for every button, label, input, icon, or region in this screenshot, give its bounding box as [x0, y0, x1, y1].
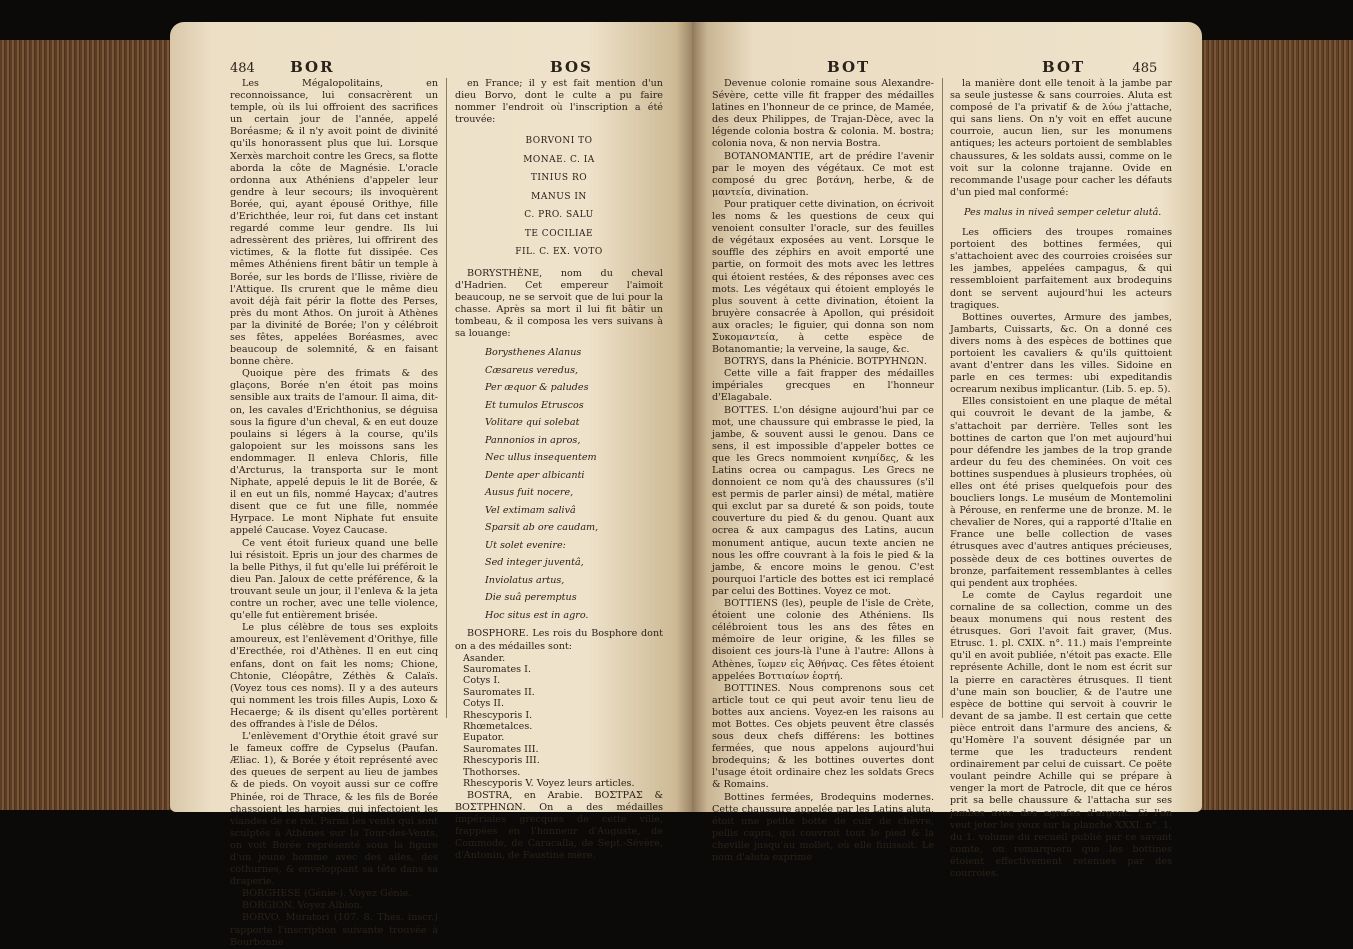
- list-item: Thothorses.: [463, 766, 521, 778]
- verse-line: Volitare qui solebat: [485, 417, 580, 429]
- page-number: 484: [230, 61, 255, 76]
- running-head: BOR: [290, 58, 335, 76]
- paragraph: Bottines ouvertes, Armure des jambes, Jambarts, Cuissarts, &c. On a donné ces divers noms à des espèces de bottines que portoient les cavaliers & qu'ils quittoient avant d'entrer dans les villes. Sidoine en parle en ces termes: ubi expeditandis ocrearum nexibus implicantur. (Lib. 5. ep. 5).: [950, 311, 1172, 396]
- page-number: 485: [1132, 61, 1158, 76]
- paragraph: Les Mégalopolitains, en reconnoissance, lui consacrèrent un temple, où ils lui offroient des sacrifices un certain jour de l'année, appelé Boréasme; & il n'y avoit point de divinité qu'ils honorassent plus que lui. Lorsque Xerxès marchoit contre les Grecs, sa flotte aborda la côte de Magnésie. L'oracle ordonna aux Athéniens d'appeler leur gendre à leur secours; ils invoquèrent Borée, qui, ayant épousé Orithye, fille d'Erichthée, leur roi, fut dans cet instant regardé comme leur gendre. Ils lui adressèrent des prières, lui offrirent des victimes, & la flotte fut dissipée. Ces mêmes Athéniens firent bâtir un temple à Borée, sur les bords de l'Ilisse, rivière de l'Attique. Ils crurent que le même dieu avoit déjà fait périr la flotte des Perses, près du mont Athos. On juroit à Athènes par la divinité de Borée; l'on y célébroit ses fêtes, appelées Boréasmes, avec beaucoup de solemnité, & en faisant bonne chère.: [230, 78, 438, 368]
- verse-line: Die suâ peremptus: [485, 592, 577, 604]
- paragraph: Quoique père des frimats & des glaçons, Borée n'en étoit pas moins sensible aux traits de l'amour. Il aima, dit-on, les cavales d'Erichthonius, se déguisa sous la figure d'un cheval, & en eut douze poulains si légers à la course, qu'ils galopoient sur les moissons sans les endommager. Il enleva Chloris, fille d'Arcturus, la transporta sur le mont Niphate, appelé depuis le lit de Borée, & il en eut un fils, nommé Haycax; d'autres disent que ce fut une fille, nommée Hyrpace. Le mont Niphate fut ensuite appelé Caucase. Voyez Caucase.: [230, 368, 438, 537]
- paragraph: Le plus célèbre de tous ses exploits amoureux, est l'enlèvement d'Orithye, fille d'Erecthée, roi d'Athènes. Il en eut cinq enfans, dont on fait les noms; Chione, Chtonie, Cléopâtre, Zéthès & Calaïs. (Voyez tous ces noms). Il y a des auteurs qui nomment les trois filles Aupis, Loxo & Hecaerge; & ils disent qu'elles portèrent des offrandes à l'isle de Délos.: [230, 622, 438, 730]
- verse-line: Pannonios in apros,: [485, 434, 581, 446]
- entry: BORGION. Voyez Albion.: [242, 900, 363, 912]
- paragraph: Elles consistoient en une plaque de métal qui couvroit le devant de la jambe, & s'attachoit par derrière. Telles sont les bottines de carton que l'on met aujourd'hui pour défendre les jambes de la trop grande ardeur du feu des cheminées. On voit ces bottines suspendues à plusieurs trophées, où elles ont été prises quelquefois pour des boucliers longs. Le muséum de Montemolini à Pérouse, en renferme une de bronze. M. le chevalier de Nores, qui a rapporté d'Italie en France une belle collection de vases étrusques avec d'autres antiques précieuses, possède deux de ces bottines ouvertes de bronze, parfaitement ressemblantes à celles qui pendent aux trophées.: [950, 396, 1172, 589]
- verse-line: Cæsareus veredus,: [485, 364, 579, 376]
- paragraph: L'enlèvement d'Orythie étoit gravé sur le fameux coffre de Cypselus (Paufan. Æliac. 1), & Borée y étoit représenté avec des queues de serpent au lieu de jambes & de pieds. On voyoit aussi sur ce coffre Phinée, roi de Thrace, & les fils de Borée chassoient les harpies, qui infectoient les viandes de ce roi. Parmi les vents qui sont sculptés à Athènes sur la Tour-des-Vents, on voit Borée représenté sous la figure d'un jeune homme avec des ailes, des cothurnes, & enveloppant sa tête dans sa draperie.: [230, 731, 438, 888]
- paragraph: BORYSTHÈNE, nom du cheval d'Hadrien. Cet empereur l'aimoit beaucoup, ne se servoit que de lui pour la chasse. Après sa mort il lui fit bâtir un tombeau, & il composa les vers suivans à sa louange:: [455, 267, 663, 340]
- list-item: Asander.: [463, 652, 506, 664]
- verse-block: [485, 344, 663, 624]
- inscription-line: MANUS IN: [531, 191, 587, 202]
- inscription: [455, 132, 663, 262]
- list-item: Cotys II.: [463, 698, 504, 710]
- paragraph: BOTANOMANTIE, art de prédire l'avenir par le moyen des végétaux. Ce mot est composé du grec βοτάνη, herbe, & de μαντεία, divination.: [712, 150, 934, 198]
- list-item: Sauromates I.: [463, 664, 531, 676]
- inscription-line: TINIUS RO: [530, 173, 588, 184]
- entry: BORGHESE (Génie-). Voyez Génie.: [242, 888, 412, 900]
- list-item: Eupator.: [463, 732, 505, 744]
- list-item: Sauromates III.: [463, 743, 539, 755]
- verse-line: Ut solet evenire:: [485, 539, 566, 551]
- paragraph: BOSPHORE. Les rois du Bosphore dont on a des médailles sont:: [455, 628, 663, 652]
- paragraph: BOTTES. L'on désigne aujourd'hui par ce mot, une chaussure qui embrasse le pied, la jambe, & souvent aussi le genou. Dans ce sens, il est impossible d'appeler bottes ce que les Grecs nommoient κνημίδες, & les Latins ocrea ou campagus. Les Grecs ne donnoient ce nom qu'à des chaussures (s'il est permis de parler ainsi) de métal, matière qui exclut par sa dureté & son poids, toute couverture du pied & du genou. Quant aux ocrea & aux campagus des Latins, aucun monument antique, aucun texte ancien ne nous les offre couvrant à la fois le pied & la jambe, & encore moins le genou. C'est pourquoi l'article des bottes est ici remplacé par celui des Bottines. Voyez ce mot.: [712, 404, 934, 597]
- verse-line: Per æquor & paludes: [485, 382, 589, 394]
- paragraph: Les officiers des troupes romaines portoient des bottines fermées, qui s'attachoient avec des courroies croisées sur les jambes, appelées campagus, & qui ressembloient parfaitement aux brodequins dont se servent aujourd'hui les acteurs tragiques.: [950, 227, 1172, 311]
- verse-line: Vel extimam salivâ: [485, 504, 576, 516]
- paragraph: Devenue colonie romaine sous Alexandre-Sévère, cette ville fit frapper des médailles latines en l'honneur de ce prince, de Mamée, des deux Philippes, de Trajan-Dèce, avec la légende colonia bostra & colonia. M. bostra; colonia nova, & non nervia Bostra.: [712, 78, 934, 150]
- paragraph: BOTTIENS (les), peuple de l'isle de Crète, étoient une colonie des Athéniens. Ils célébroient tous les ans des fêtes en mémoire de leur origine, & les filles se disoient ces jours-là l'une à l'autre: Allons à Athènes, ἴωμεν εἰς Ἀθήνας. Ces fêtes étoient appelées Βοττιαίων ἑορτή.: [712, 598, 934, 682]
- list-item: Cotys I.: [463, 675, 501, 687]
- list-item: Rhescyporis V. Voyez leurs articles.: [463, 778, 635, 790]
- left-page: [170, 22, 692, 948]
- verse-line: Borysthenes Alanus: [485, 347, 582, 359]
- column-rule: [942, 78, 943, 718]
- verse-line: Dente aper albicanti: [485, 469, 585, 481]
- paragraph: Le comte de Caylus regardoit une cornaline de sa collection, comme un des beaux monumens qui nous restent des étrusques. Gori l'avoit fait graver, (Mus. Etrusc. 1. pl. CXIX. n°. 11.) mais l'empreinte qu'il en avoit publiée, n'étoit pas exacte. Elle représente Achille, dont le nom est écrit sur la pierre en caractères étrusques. Il tient d'une main son bouclier, & de l'autre une espèce de bottine qui servoit à couvrir le devant de sa jambe. Il est certain que cette pièce entroit dans l'armure des anciens, & qu'Homère l'a souvent désignée par un terme que les traducteurs rendent ordinairement par celui de cuissart. Ce poëte voulant peindre Achille qui se prépare à venger la mort de Patrocle, dit que ce héros prit sa belle chaussure & l'attacha sur ses jambes avec des agrafes d'argent. Si l'on veut jeter les yeux sur la planche XXXI. n°. 1. du 1. volume du recueil publié par ce savant comte, on remarquera que les bottines étoient effectivement retenues par des courroies.: [950, 589, 1172, 879]
- left-page-header: [230, 58, 335, 76]
- inscription-line: MONAE. C. IA: [523, 154, 595, 165]
- verse-line: Inviolatus artus,: [485, 574, 565, 586]
- paragraph: Pour pratiquer cette divination, on écrivoit les noms & les questions de ceux qui venoient consulter l'oracle, sur des feuilles de végétaux exposées au vent. Lorsque le souffle des zéphirs en avoit emporté une partie, on formoit des mots avec les lettres qui étoient restées, & des réponses avec ces mots. Les végétaux qui étoient employés le plus souvent à cette divination, étoient la bruyère consacrée à Apollon, qui présidoit aux oracles; le figuier, qui donna son nom Συκομαντεία, à cette espèce de Botanomantie; la verveine, la sauge, &c.: [712, 198, 934, 356]
- paragraph: en France; il y est fait mention d'un dieu Borvo, dont le culte a pu faire nommer l'endroit où l'inscription a été trouvée:: [455, 78, 663, 126]
- verse-line: Ausus fuit nocere,: [485, 487, 574, 499]
- kings-list: [463, 653, 663, 790]
- entry: BOTRYS, dans la Phénicie. ΒΟΤΡΥΗΝΩΝ.: [724, 356, 927, 368]
- running-head: BOT: [1042, 58, 1086, 76]
- list-item: Sauromates II.: [463, 686, 535, 698]
- column-rule: [446, 78, 447, 718]
- verse-line: Hoc situs est in agro.: [485, 609, 589, 621]
- verse-line: Nec ullus insequentem: [485, 452, 597, 464]
- verse-line: Sparsit ab ore caudam,: [485, 522, 599, 534]
- list-item: Rhescyporis III.: [463, 755, 540, 767]
- inscription-line: BORVONI TO: [525, 136, 593, 147]
- paragraph: Ce vent étoit furieux quand une belle lui résistoit. Epris un jour des charmes de la belle Pithys, il fut qu'elle lui préféroit le dieu Pan. Jaloux de cette préférence, & la trouvant seule un jour, il l'enleva & la jeta contre un rocher, avec une telle violence, qu'elle fut entièrement brisée.: [230, 537, 438, 622]
- verse-line: Sed integer juventâ,: [485, 557, 584, 569]
- left-column-2: [455, 78, 663, 862]
- paragraph: Cette ville a fait frapper des médailles impériales grecques en l'honneur d'Elagabale.: [712, 368, 934, 404]
- inscription-line: TE COCILIAE: [524, 228, 594, 239]
- left-column-1: [230, 78, 438, 949]
- inscription-line: FIL. C. EX. VOTO: [515, 247, 603, 258]
- paragraph: BOSTRA, en Arabie. ΒΟΣΤΡΑΣ & ΒΟΣΤΡΗΝΩΝ. On a des médailles impériales grecques de cette ville, frappées en l'honneur d'Auguste, de Commode, de Caracalla, de Sept.-Sévère, d'Antonin, de Faustine mère.: [455, 789, 663, 861]
- left-page-header-right: BOS: [550, 58, 593, 76]
- paragraph: BOTTINES. Nous comprenons sous cet article tout ce qui peut avoir tenu lieu de bottes aux anciens. Voyez-en les raisons au mot Bottes. Ces objets peuvent être classés sous deux chefs différens: les bottines fermées, que nous appelons aujourd'hui brodequins; & les bottines ouvertes dont l'usage étoit ordinaire chez les soldats Grecs & Romains.: [712, 682, 934, 791]
- inscription-line: C. PRO. SALU: [524, 210, 594, 221]
- paragraph: Bottines fermées, Brodequins modernes. Cette chaussure appelée par les Latins aluta, étoit une petite botte de cuir de chèvre, pellis capra, qui couvroit tout le pied & la cheville jusqu'au mollet, où elle finissoit. Le nom d'aluta exprime: [712, 791, 934, 863]
- verse-line: Et tumulos Etruscos: [485, 399, 584, 411]
- entry: BORVO. Muratori (107. 8. Thes. inscr.) rapporte l'inscription suivante trouvée à Bourbonne: [230, 912, 438, 948]
- right-column-2: [950, 78, 1172, 880]
- right-page-header: [1042, 58, 1157, 76]
- quote: Pes malus in niveâ semper celetur alutâ.: [964, 206, 1162, 218]
- paragraph: la manière dont elle tenoit à la jambe par sa seule justesse & sans courroies. Aluta est composé de l'a privatif & de λύω j'attache, qui sans liens. On n'y voit en effet aucune courroie, aucun lien, sur les monumens antiques; les acteurs portoient de semblables chaussures, & les soldats aussi, comme on le voit sur la colonne trajanne. Ovide en recommande l'usage pour cacher les défauts d'un pied mal conformé:: [950, 78, 1172, 198]
- list-item: Rhescyporis I.: [463, 709, 533, 721]
- right-page: [692, 22, 1202, 879]
- right-page-header-left: BOT: [827, 58, 871, 76]
- right-column-1: [712, 78, 934, 864]
- list-item: Rhœmetalces.: [463, 721, 533, 733]
